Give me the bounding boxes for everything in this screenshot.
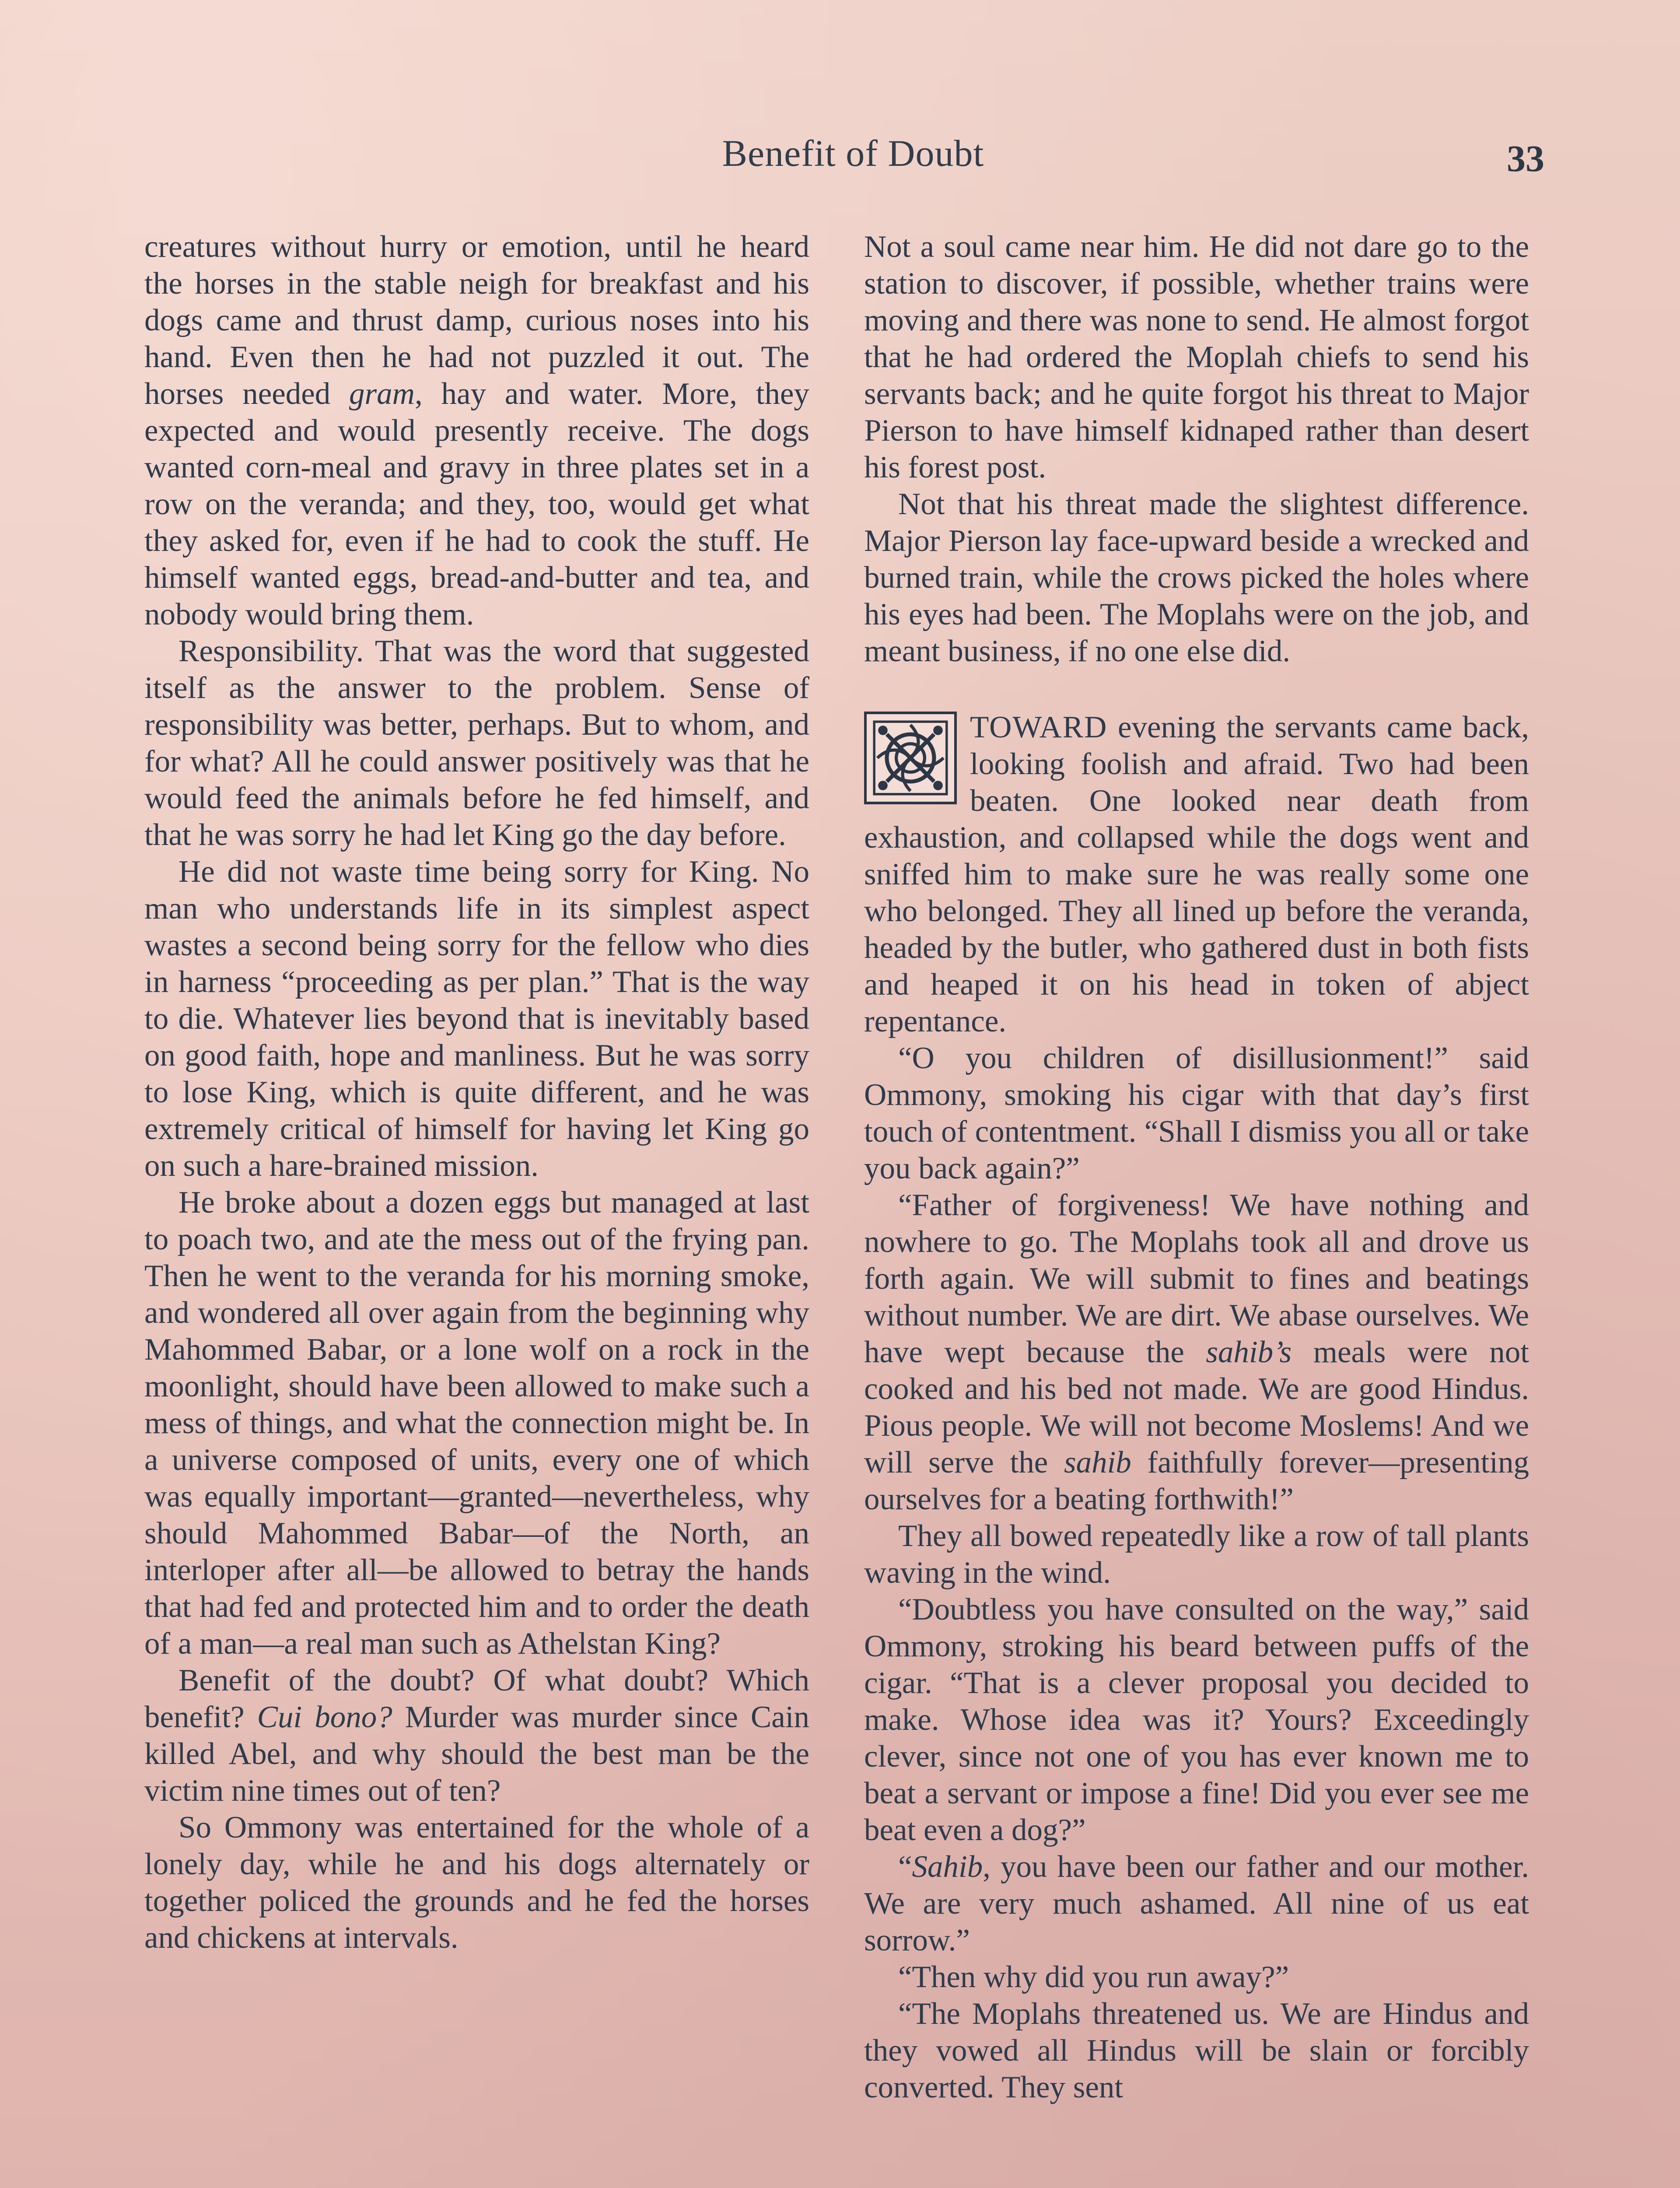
paragraph [864,1187,1529,1518]
italic-phrase: Cui bono? [257,1700,392,1734]
paragraph-text: Benefit of the doubt? Of what doubt? Which benefit? [144,1663,809,1734]
paragraph: Not that his threat made the slightest difference. Major Pierson lay face-upward beside a wrecked and burned train, while the crows picked the holes where his eyes had been. The Moplahs were on the job, and meant business, if no one else did. [864,487,1529,668]
paragraph: Not a soul came near him. He did not dare go to the station to discover, if possible, whether trains were moving and there was none to send. He almost forgot that he had ordered the Moplah chiefs to send his servants back; and he quite forgot his threat to Major Pierson to have himself kidnaped rather than desert his forest post. [864,230,1529,484]
paragraph-text: Murder was murder since Cain killed Abel, and why should the best man be the victim nine times out of ten? [144,1700,809,1808]
left-column [144,228,809,1956]
paragraph-text: creatures without hurry or emotion, until he heard the horses in the stable neigh for breakfast and his dogs came and thrust damp, curious noses into his hand. Even then he had not puzzled it out. The horses needed [144,230,809,411]
italic-word: gram [349,377,415,411]
paragraph: “Doubtless you have consulted on the way,” said Ommony, stroking his beard between puffs of the cigar. “That is a clever proposal you decided to make. Whose idea was it? Yours? Exceedingly clever, since not one of you has ever known me to beat a servant or impose a fine! Did you ever see me beat even a dog?” [864,1592,1529,1847]
paragraph: He did not waste time being sorry for King. No man who understands life in its simplest aspect wastes a second being sorry for the fellow who dies in harness “proceeding as per plan.” That is the way to die. Whatever lies beyond that is inevitably based on good faith, hope and manliness. But he was sorry to lose King, which is quite different, and he was extremely critical of himself for having let King go on such a hare-brained mission. [144,855,809,1183]
paragraph-text: , hay and water. More, they expected and would presently receive. The dogs wanted corn-meal and gravy in three plates set in a row on the veranda; and they, too, would get what they asked for, even if he had to cook the stuff. He himself wanted eggs, bread-and-butter and tea, and nobody would bring them. [144,377,809,631]
open-quote: “ [898,1850,912,1884]
paragraph [864,1848,1529,1959]
italic-word: sahib [1064,1445,1131,1480]
paragraph: Responsibility. That was the word that suggested itself as the answer to the problem. Sense of responsibility was better, perhaps. But to whom, and for what? All he could answer positively was that he would feed the animals before he fed himself, and that he was sorry he had let King go the day before. [144,634,809,852]
paragraph: “The Moplahs threatened us. We are Hindus and they vowed all Hindus will be slain or forcibly converted. They sent [864,1997,1529,2104]
paragraph: “Then why did you run away?” [898,1960,1289,1994]
section-opening-paragraph [864,706,1529,1040]
italic-word: Sahib [912,1850,983,1884]
paragraph-text: “Father of forgiveness! We have nothing and nowhere to go. The Moplahs took all and drove us forth again. We will submit to fines and beatings without number. We are dirt. We abase ourselves. We have wept because the [864,1188,1529,1369]
right-column [864,228,1529,2106]
paragraph [144,1662,809,1809]
paragraph: “O you children of disillusionment!” said Ommony, smoking his cigar with that day’s first touch of contentment. “Shall I dismiss you all or take you back again?” [864,1041,1529,1185]
paragraph: So Ommony was entertained for the whole of a lonely day, while he and his dogs alternately or together policed the grounds and he fed the horses and chickens at intervals. [144,1810,809,1955]
paragraph: He broke about a dozen eggs but managed at last to poach two, and ate the mess out of the frying pan. Then he went to the veranda for his morning smoke, and wondered all over again from the beginning why Mahommed Babar, or a lone wolf on a rock in the moonlight, should have been allowed to make such a mess of things, and what the connection might be. In a universe composed of units, every one of which was equally important—granted—nevertheless, why should Mahommed Babar—of the North, an interloper after all—be allowed to betray the hands that had fed and protected him and to order the death of a man—a real man such as Athelstan King? [144,1185,809,1661]
paragraph: They all bowed repeatedly like a row of tall plants waving in the wind. [864,1519,1529,1590]
paragraph-text: faithfully forever—presenting ourselves for a beating forthwith!” [864,1445,1529,1516]
italic-word: sahib’s [1206,1335,1292,1369]
paragraph [144,228,809,633]
page-header [0,127,1680,184]
celtic-knot-ornament-icon [864,712,957,804]
paragraph-text: , you have been our father and our mother. We are very much ashamed. All nine of us eat sorrow.” [864,1850,1529,1957]
running-title: Benefit of Doubt [722,132,984,174]
paragraph-text: evening the servants came back, looking foolish and afraid. Two had been beaten. One looked near death from exhaustion, and collapsed while the dogs went and sniffed him to make sure he was really some one who belonged. They all lined up before the veranda, headed by the butler, who gathered dust in both fists and heaped it on his head in token of abject repentance. [864,710,1529,1038]
section-caps-word: TOWARD [970,710,1108,744]
paragraph-text: meals were not cooked and his bed not made. We are good Hindus. Pious people. We will not become Moslems! And we will serve the [864,1335,1529,1480]
page-number: 33 [1507,137,1544,179]
